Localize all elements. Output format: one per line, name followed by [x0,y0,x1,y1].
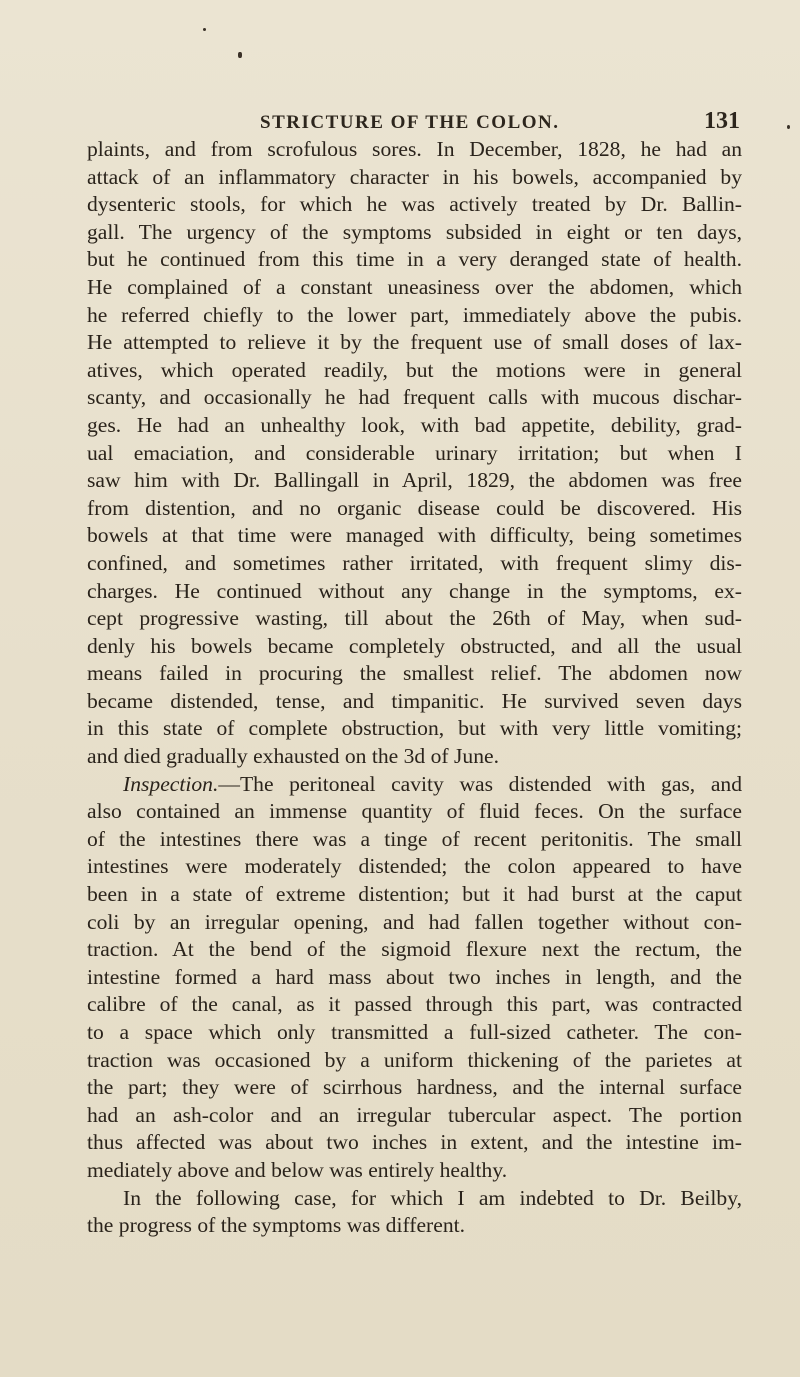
text-line: thus affected was about two inches in extent, and the intestine im- [87,1130,742,1155]
text-line: in this state of complete obstruction, but with very little vomiting; [87,716,742,741]
text-line: to a space which only transmitted a full-sized catheter. The con- [87,1020,742,1044]
text-line: coli by an irregular opening, and had fallen together without con- [87,909,742,934]
text-line: means failed in procuring the smallest relief. The abdomen now [87,661,742,686]
text-line: charges. He continued without any change in the symptoms, ex- [87,578,742,603]
body-text [87,136,742,1240]
text-line: the part; they were of scirrhous hardness, and the internal surface [87,1075,742,1100]
text-line: but he continued from this time in a very deranged state of health. [87,247,742,272]
text-line: saw him with Dr. Ballingall in April, 1829, the abdomen was free [87,468,742,493]
text-line: also contained an immense quantity of fluid feces. On the surface [87,799,742,824]
text-line: intestines were moderately distended; the colon appeared to have [87,854,742,879]
text-line: cept progressive wasting, till about the 26th of May, when sud- [87,606,742,631]
text-line-new-paragraph: In the following case, for which I am indebted to Dr. Beilby, [123,1185,742,1210]
text-line: bowels at that time were managed with difficulty, being sometimes [87,523,742,548]
text-line-paragraph-end: the progress of the symptoms was different. [87,1213,466,1238]
text-line: scanty, and occasionally he had frequent calls with mucous dischar- [87,385,742,410]
text-line: calibre of the canal, as it passed through this part, was contracted [87,992,742,1017]
text-line: traction. At the bend of the sigmoid flexure next the rectum, the [87,937,742,962]
text-line: ual emaciation, and considerable urinary irritation; but when I [87,440,742,465]
text-line: he referred chiefly to the lower part, immediately above the pubis. [87,302,742,327]
text-line: attack of an inflammatory character in his bowels, accompanied by [87,164,742,189]
inspection-heading: Inspection. [123,771,219,796]
text-line: of the intestines there was a tinge of recent peritonitis. The small [87,826,742,851]
text-line: intestine formed a hard mass about two inches in length, and the [87,964,742,989]
paper-speck [787,125,790,129]
text-line: confined, and sometimes rather irritated, with frequent slimy dis- [87,550,742,575]
text-line: been in a state of extreme distention; but it had burst at the caput [87,882,742,907]
paper-speck [203,28,206,31]
text-line-paragraph-end: mediately above and below was entirely healthy. [87,1157,508,1182]
text-line: had an ash-color and an irregular tubercular aspect. The portion [87,1102,742,1127]
text-line: became distended, tense, and timpanitic. He survived seven days [87,688,742,713]
text-line: from distention, and no organic disease could be discovered. His [87,495,742,520]
paper-speck [238,52,242,58]
text-line: He complained of a constant uneasiness over the abdomen, which [87,274,742,299]
text-line: He attempted to relieve it by the frequent use of small doses of lax- [87,330,742,355]
text-line: gall. The urgency of the symptoms subsided in eight or ten days, [87,219,742,244]
running-head: STRICTURE OF THE COLON. [260,112,560,133]
text-line-paragraph-end: and died gradually exhausted on the 3d of June. [87,744,499,769]
text-line: dysenteric stools, for which he was actively treated by Dr. Ballin- [87,192,742,217]
text-line: plaints, and from scrofulous sores. In December, 1828, he had an [87,137,742,161]
text-line: ges. He had an unhealthy look, with bad appetite, debility, grad- [87,412,742,437]
page-header [260,108,740,135]
text-line: traction was occasioned by a uniform thickening of the parietes at [87,1047,742,1072]
text-line: atives, which operated readily, but the motions were in general [87,357,742,382]
page-number: 131 [704,108,740,134]
text-line: denly his bowels became completely obstructed, and all the usual [87,633,742,658]
text-line-inspection: Inspection.—The peritoneal cavity was distended with gas, and [123,771,742,796]
